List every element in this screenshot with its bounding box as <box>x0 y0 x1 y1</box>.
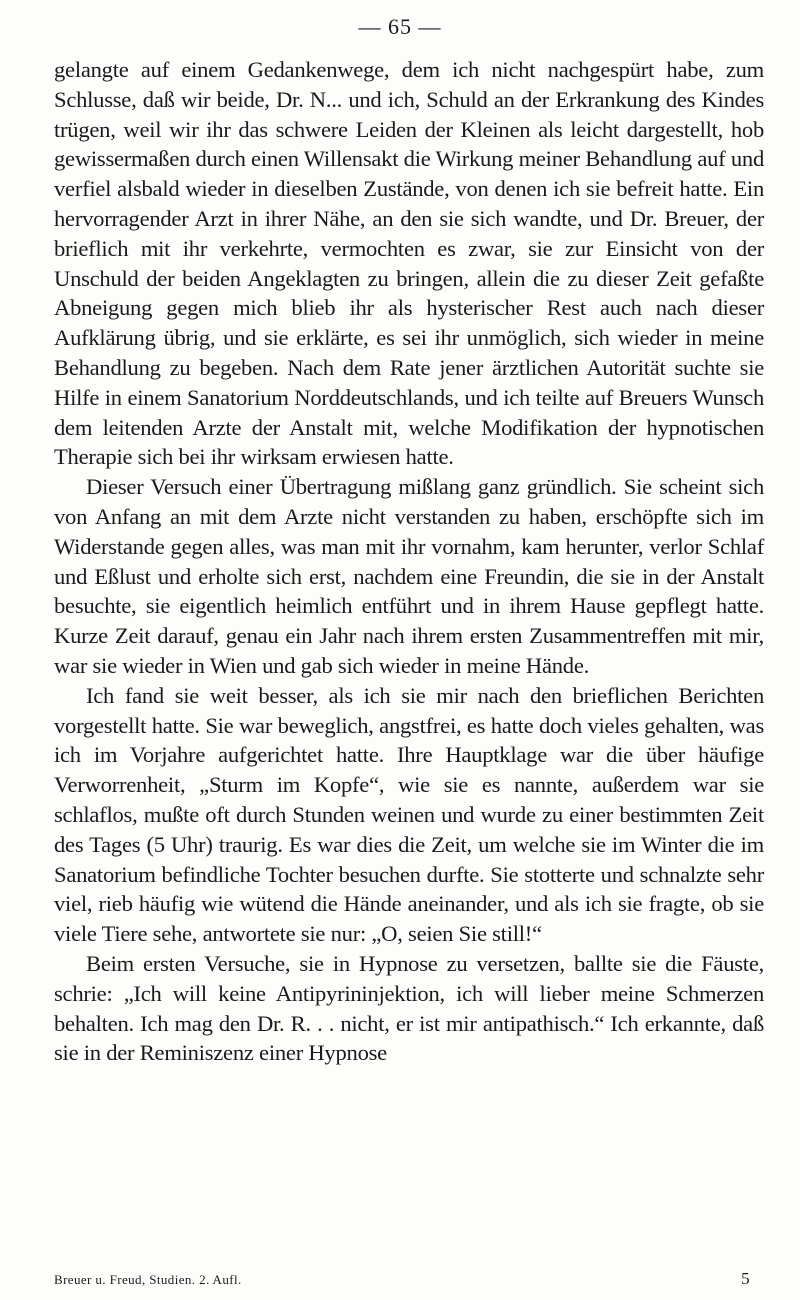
paragraph: Dieser Versuch einer Übertragung mißlang ganz gründlich. Sie scheint sich von Anfang an mit dem Arzte nicht verstanden zu haben, erschöpfte sich im Widerstande gegen alles, was man mit ihr vornahm, kam herunter, verlor Schlaf und Eßlust und erholte sich erst, nachdem eine Freundin, die sie in der Anstalt besuchte, sie eigentlich heimlich entführt und in ihrem Hause gepflegt hatte. Kurze Zeit darauf, genau ein Jahr nach ihrem ersten Zusammentreffen mit mir, war sie wieder in Wien und gab sich wieder in meine Hände. <box>54 474 764 678</box>
page-number: — 65 — <box>358 14 442 39</box>
paragraph: gelangte auf einem Gedankenwege, dem ich nicht nachgespürt habe, zum Schlusse, daß wir beide, Dr. N... und ich, Schuld an der Erkrankung des Kindes trügen, weil wir ihr das schwere Leiden der Kleinen als leicht dargestellt, hob gewissermaßen durch einen Willensakt die Wirkung meiner Behandlung auf und verfiel alsbald wieder in dieselben Zustände, von denen ich sie befreit hatte. Ein hervorragender Arzt in ihrer Nähe, an den sie sich wandte, und Dr. Breuer, der brieflich mit ihr verkehrte, vermochten es zwar, sie zur Einsicht von der Unschuld der beiden Angeklagten zu bringen, allein die zu dieser Zeit gefaßte Abneigung gegen mich blieb ihr als hysterischer Rest auch nach dieser Aufklärung übrig, und sie erklärte, es sei ihr unmöglich, sich wieder in meine Behandlung zu begeben. Nach dem Rate jener ärztlichen Autorität suchte sie Hilfe in einem Sanatorium Norddeutschlands, und ich teilte auf Breuers Wunsch dem leitenden Arzte der Anstalt mit, welche Modifikation der hypnotischen Therapie sich bei ihr wirksam erwiesen hatte. <box>54 57 764 470</box>
paragraph: Ich fand sie weit besser, als ich sie mir nach den brieflichen Berichten vorgestellt hatte. Sie war beweglich, angstfrei, es hatte doch vieles gehalten, was ich im Vorjahre aufgerichtet hatte. Ihre Hauptklage war die über häufige Verworrenheit, „Sturm im Kopfe“, wie sie es nannte, außerdem war sie schlaflos, mußte oft durch Stunden weinen und wurde zu einer bestimmten Zeit des Tages (5 Uhr) traurig. Es war dies die Zeit, um welche sie im Winter die im Sanatorium befindliche Tochter besuchen durfte. Sie stotterte und schnalzte sehr viel, rieb häufig wie wütend die Hände aneinander, und als ich sie fragte, ob sie viele Tiere sehe, antwortete sie nur: „O, seien Sie still!“ <box>54 682 764 947</box>
paragraph: Beim ersten Versuche, sie in Hypnose zu versetzen, ballte sie die Fäuste, schrie: „Ich will keine Antipyrininjektion, ich will lieber meine Schmerzen behalten. Ich mag den Dr. R. . . nicht, er ist mir antipathisch.“ Ich erkannte, daß sie in der Reminiszenz einer Hypnose <box>54 950 764 1066</box>
footer-citation: Breuer u. Freud, Studien. 2. Aufl. <box>54 1272 242 1287</box>
page-footer <box>54 1269 764 1289</box>
signature-mark: 5 <box>741 1269 750 1288</box>
body-text <box>54 55 764 1068</box>
